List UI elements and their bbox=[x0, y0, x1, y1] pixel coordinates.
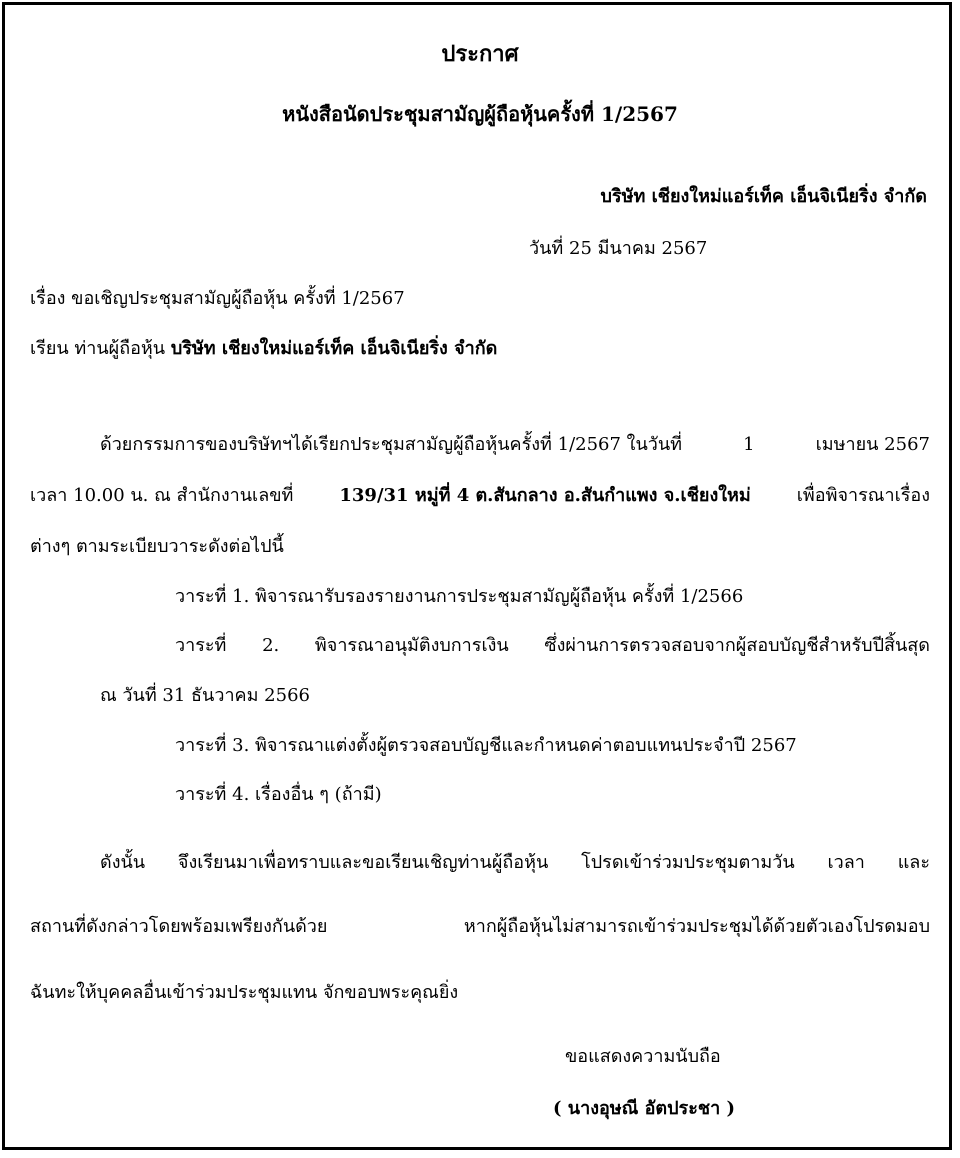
company-name: บริษัท เชียงใหม่แอร์เท็ค เอ็นจิเนียริ่ง จำกัด bbox=[600, 186, 927, 207]
subject-line: เรื่อง ขอเชิญประชุมสามัญผู้ถือหุ้น ครั้งที่ 1/2567 bbox=[30, 288, 405, 309]
meeting-notice-title: หนังสือนัดประชุมสามัญผู้ถือหุ้นครั้งที่ 1/2567 bbox=[282, 102, 678, 126]
agenda-item-1: วาระที่ 1. พิจารณารับรองรายงานการประชุมสามัญผู้ถือหุ้น ครั้งที่ 1/2566 bbox=[175, 586, 744, 607]
meeting-time-office: เวลา 10.00 น. ณ สำนักงานเลขที่ bbox=[30, 485, 294, 506]
agenda-item-2-continued: ณ วันที่ 31 ธันวาคม 2566 bbox=[100, 685, 310, 706]
closing-line-2: สถานที่ดังกล่าวโดยพร้อมเพรียงกันด้วย หากผู้ถือหุ้นไม่สามารถเข้าร่วมประชุมได้ด้วยตัวเองโปรดมอบ bbox=[30, 916, 930, 937]
meeting-day: 1 bbox=[743, 434, 755, 455]
page-border bbox=[2, 2, 952, 1150]
recipient-prefix: เรียน ท่านผู้ถือหุ้น bbox=[30, 338, 171, 359]
meeting-month-year: เมษายน 2567 bbox=[815, 434, 930, 455]
signature-regards: ขอแสดงความนับถือ bbox=[565, 1046, 721, 1067]
signatory-name: ( นางอุษณี อัตประชา ) bbox=[553, 1098, 735, 1119]
intro-line-3: ต่างๆ ตามระเบียบวาระดังต่อไปนี้ bbox=[30, 536, 284, 557]
letter-date: วันที่ 25 มีนาคม 2567 bbox=[529, 238, 708, 259]
closing-line-3: ฉันทะให้บุคคลอื่นเข้าร่วมประชุมแทน จักขอบพระคุณยิ่ง bbox=[30, 982, 459, 1003]
purpose-text: เพื่อพิจารณาเรื่อง bbox=[796, 485, 930, 506]
recipient-line bbox=[30, 337, 497, 361]
intro-line-1-text: ด้วยกรรมการของบริษัทฯได้เรียกประชุมสามัญผู้ถือหุ้นครั้งที่ 1/2567 ในวันที่ bbox=[100, 434, 683, 455]
agenda-item-2: วาระที่ 2. พิจารณาอนุมัติงบการเงิน ซึ่งผ่านการตรวจสอบจากผู้สอบบัญชีสำหรับปีสิ้นสุด bbox=[175, 635, 930, 656]
recipient-company: บริษัท เชียงใหม่แอร์เท็ค เอ็นจิเนียริ่ง จำกัด bbox=[170, 338, 498, 359]
intro-line-2 bbox=[30, 484, 930, 508]
office-address: 139/31 หมู่ที่ 4 ต.สันกลาง อ.สันกำแพง จ.เชียงใหม่ bbox=[339, 485, 751, 506]
closing-line-1: ดังนั้น จึงเรียนมาเพื่อทราบและขอเรียนเชิญท่านผู้ถือหุ้น โปรดเข้าร่วมประชุมตามวัน เวลา และ bbox=[100, 852, 930, 873]
intro-line-1 bbox=[100, 433, 930, 457]
announcement-heading: ประกาศ bbox=[441, 41, 519, 67]
agenda-item-3: วาระที่ 3. พิจารณาแต่งตั้งผู้ตรวจสอบบัญชีและกำหนดค่าตอบแทนประจำปี 2567 bbox=[175, 735, 797, 756]
agenda-item-4: วาระที่ 4. เรื่องอื่น ๆ (ถ้ามี) bbox=[175, 784, 382, 805]
